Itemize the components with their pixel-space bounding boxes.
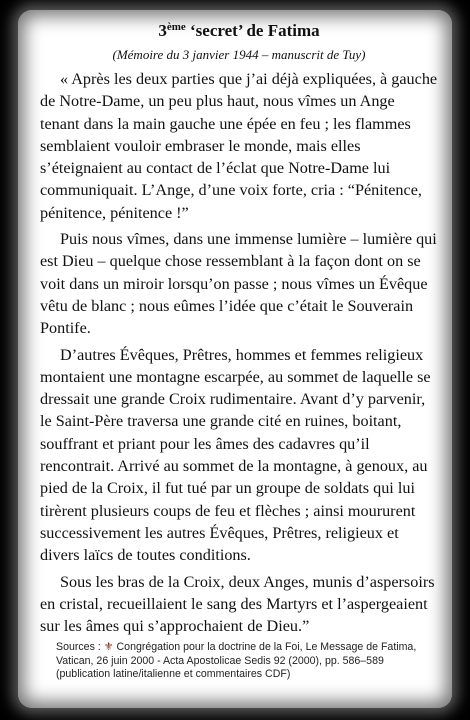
paragraph-3: D’autres Évêques, Prêtres, hommes et femmes religieux montaient une montagne escarpée, au sommet de laquelle se dressait une grande Croix rudimentaire. Avant d’y parvenir, le Saint-Père traversa une grande cité en ruines, boitant, souffrant et priant pour les âmes des cadavres qu’il rencontrait. Arrivé au sommet de la montagne, à genoux, au pied de la Croix, il fut tué par un groupe de soldats qui lui tirèrent plusieurs coups de feu et flèches ; ainsi moururent successivement les autres Évêques, Prêtres, religieux et divers laïcs de toutes conditions. [40, 345, 431, 565]
fleur-de-lis-icon: ⚜ [103, 641, 114, 654]
paragraph-4: Sous les bras de la Croix, deux Anges, munis d’aspersoirs en cristal, recueillaient le sang des Martyrs et l’aspergeaient sur les âmes qui s’approchaient de Dieu.” [40, 572, 435, 636]
paragraph-1: « Après les deux parties que j’ai déjà expliquées, à gauche de Notre-Dame, un peu plus haut, nous vîmes un Ange tenant dans la main gauche une épée en feu ; les flammes semblaient vouloir embraser le monde, mais elles s’éteignaient au contact de l’éclat que Notre-Dame lui communiquait. L’Ange, d’une voix forte, cria : “Pénitence, pénitence, pénitence !” [40, 70, 438, 222]
document-subtitle: (Mémoire du 3 janvier 1944 – manuscrit de Tuy) [112, 47, 366, 62]
title-number: 3 [158, 21, 167, 40]
sources-text: Congrégation pour la doctrine de la Foi, Le Message de Fatima, Vatican, 26 juin 2000 - Acta Apostolicae Sedis 92 (2000), pp. 586–589 (publication latine/italienne et commentaires CDF) [56, 641, 417, 681]
document-title [40, 16, 438, 42]
title-text: ‘secret’ de Fatima [185, 21, 320, 40]
sources-note [56, 641, 438, 682]
document-page [18, 10, 452, 708]
sources-label: Sources : [56, 641, 101, 654]
title-superscript: ème [166, 21, 186, 33]
paragraph-2: Puis nous vîmes, dans une immense lumière – lumière qui est Dieu – quelque chose ressemblant à la façon dont on se voit dans un miroir lorsqu’on passe ; nous vîmes un Évêque vêtu de blanc ; nous eûmes l’idée que c’était le Souverain Pontife. [40, 230, 437, 338]
